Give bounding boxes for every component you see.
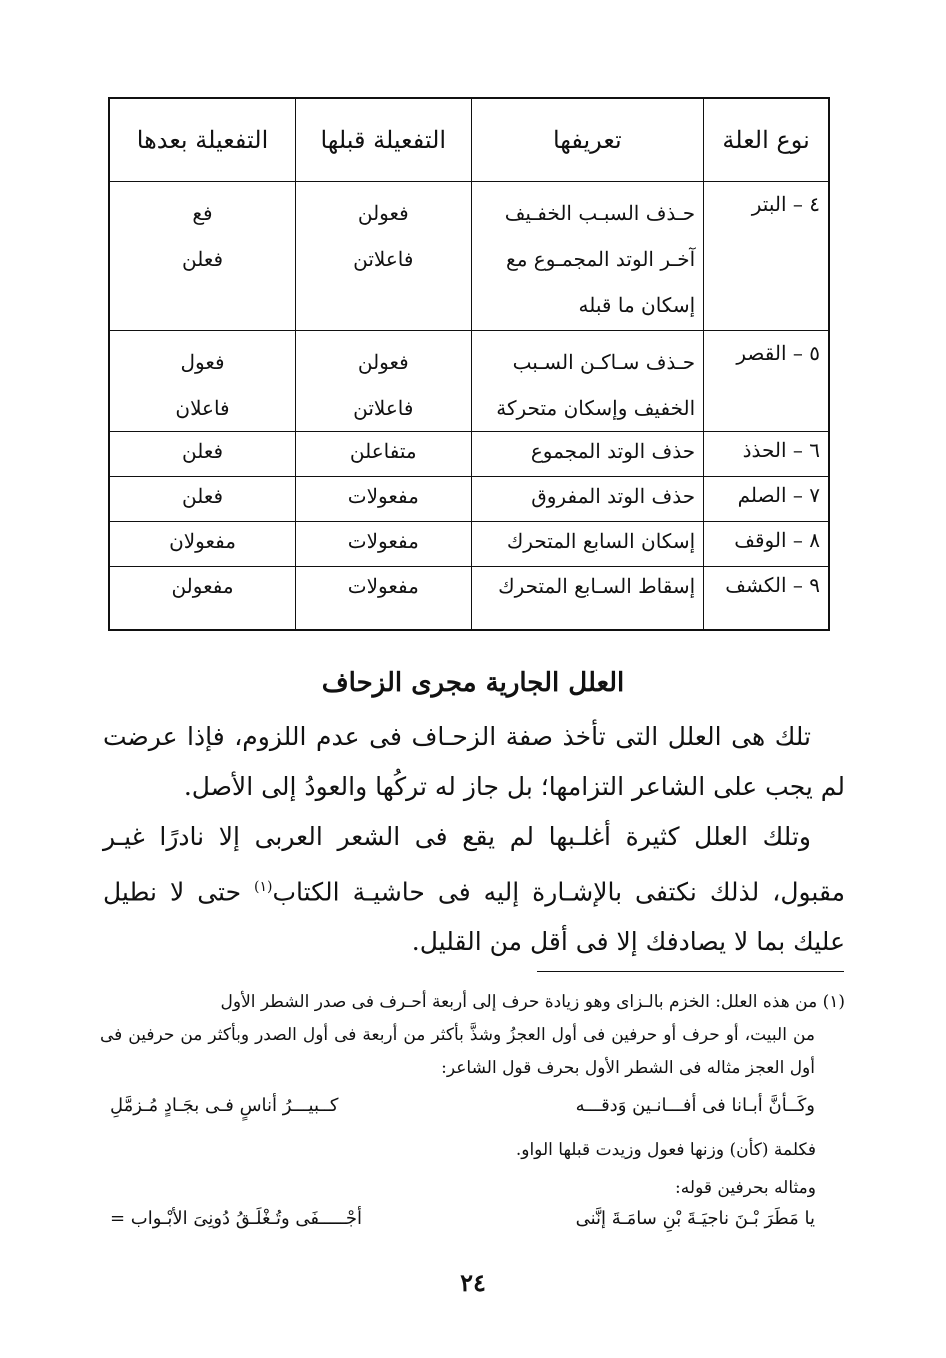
row-name: ٦ – الحذذ bbox=[704, 432, 829, 477]
footnote-divider bbox=[537, 971, 844, 972]
verse-first-hemistich: يا مَطَرَ بْـنَ ناجيَـةَ بْنِ سامَـةَ إنَّنى bbox=[575, 1208, 815, 1229]
before-value: فاعلاتن bbox=[353, 396, 414, 420]
header-name: نوع العلة bbox=[704, 98, 829, 182]
definition-line: حـذف السبـب الخفـيف bbox=[504, 201, 696, 225]
after-value: فعول bbox=[180, 350, 225, 374]
definition-line: إسكان ما قبله bbox=[578, 293, 696, 317]
meters-table bbox=[108, 97, 830, 631]
header-definition: تعريفها bbox=[471, 98, 704, 182]
row-name: ٧ – الصلم bbox=[704, 477, 829, 522]
table-row bbox=[109, 477, 829, 522]
row-definition bbox=[471, 331, 704, 432]
row-after bbox=[109, 182, 296, 331]
row-name: ٤ – البتر bbox=[704, 182, 829, 331]
after-value: فع bbox=[192, 201, 213, 225]
row-after: مفعولان bbox=[109, 522, 296, 567]
row-name: ٥ – القصر bbox=[704, 331, 829, 432]
section-title: العلل الجارية مجرى الزحاف bbox=[321, 668, 625, 698]
row-definition: إسقاط السـابع المتحرك bbox=[471, 567, 704, 631]
footnote-example-intro: ومثاله بحرفين قوله: bbox=[675, 1178, 816, 1198]
definition-line: آخـر الوتد المجمـوع مع bbox=[506, 247, 696, 271]
body-paragraph-1 bbox=[103, 712, 845, 812]
paragraph-text: تلك هى العلل التى تأخذ صفة الزحـاف فى عدم اللزوم، فإذا عرضت لم يجب على الشاعر التزامها؛ بل جاز له تركُها والعودُ إلى الأصل. bbox=[103, 722, 845, 801]
row-definition: حذف الوتد المفروق bbox=[471, 477, 704, 522]
paragraph-text-start: وتلك العلل كثيرة أغلـبها لم يقع فى الشعر العربى إلا نادرًا غيـر مقبول، لذلك نكتفى بالإشـارة إليه فى حاشيـة الكتاب bbox=[103, 822, 845, 907]
footnote-explanation: فكلمة (كأن) وزنها فعول وزيدت قبلها الواو. bbox=[515, 1140, 816, 1160]
verse-first-hemistich: وكَــأنَّ أبـانا فى أفـــانـين وَدقـــه bbox=[575, 1095, 815, 1116]
before-value: فعولن bbox=[357, 201, 409, 225]
paragraph-text bbox=[103, 812, 845, 967]
header-after: التفعيلة بعدها bbox=[109, 98, 296, 182]
table-row bbox=[109, 567, 829, 631]
row-definition bbox=[471, 182, 704, 331]
definition-line: حـذف سـاكـن السـبب bbox=[512, 350, 696, 374]
row-name: ٩ – الكشف bbox=[704, 567, 829, 631]
table-row bbox=[109, 331, 829, 432]
row-after: فعلن bbox=[109, 432, 296, 477]
table-row bbox=[109, 522, 829, 567]
before-value: فاعلاتن bbox=[353, 247, 414, 271]
row-before: مفعولات bbox=[296, 522, 471, 567]
row-before bbox=[296, 182, 471, 331]
footnote-first-line: (١) من هذه العلل: الخزم بالـزاى وهو زيادة حرف إلى أربعة أحـرف فى صدر الشطر الأول bbox=[220, 992, 845, 1012]
row-before bbox=[296, 331, 471, 432]
row-before: متفاعلن bbox=[296, 432, 471, 477]
row-before: مفعولات bbox=[296, 477, 471, 522]
page-number: ٢٤ bbox=[460, 1268, 486, 1297]
table-row bbox=[109, 182, 829, 331]
verse-2 bbox=[110, 1208, 815, 1229]
table-row bbox=[109, 432, 829, 477]
body-paragraph-2 bbox=[103, 812, 845, 967]
footnote-continuation: من البيت، أو حرف أو حرفين فى أول العجزُ وشذَّ بأكثر من أربعة فى أول الصدر وبأكثر من حرفين فى أول العجز مثاله فى الشطر الأول بحرف قول الشاعر: bbox=[100, 1025, 815, 1078]
row-after: فعلن bbox=[109, 477, 296, 522]
row-after bbox=[109, 331, 296, 432]
row-definition: إسكان السابع المتحرك bbox=[471, 522, 704, 567]
footnote-reference[interactable]: (١) bbox=[254, 879, 273, 895]
footnote-1 bbox=[100, 986, 845, 1085]
table-header-row bbox=[109, 98, 829, 182]
definition-line: الخفيف وإسكان متحركة bbox=[496, 396, 696, 420]
verse-second-hemistich: أجْـــــفَى وتُـغْلَـقُ دُونِىَ الأبْـواب = bbox=[110, 1208, 362, 1229]
header-before: التفعيلة قبلها bbox=[296, 98, 471, 182]
row-before: مفعولات bbox=[296, 567, 471, 631]
verse-1 bbox=[110, 1095, 815, 1116]
row-after: مفعولن bbox=[109, 567, 296, 631]
verse-second-hemistich: كــبيـــرُ أناسٍ فـى بجَـادٍ مُـزمَّلِ bbox=[110, 1095, 339, 1116]
before-value: فعولن bbox=[357, 350, 409, 374]
after-value: فاعلان bbox=[175, 396, 230, 420]
after-value: فعلن bbox=[181, 247, 224, 271]
row-name: ٨ – الوقف bbox=[704, 522, 829, 567]
row-definition: حذف الوتد المجموع bbox=[471, 432, 704, 477]
paragraph-text-end: حتى لا نطيل عليك بما لا يصادفك إلا فى أقل من القليل. bbox=[103, 877, 845, 957]
